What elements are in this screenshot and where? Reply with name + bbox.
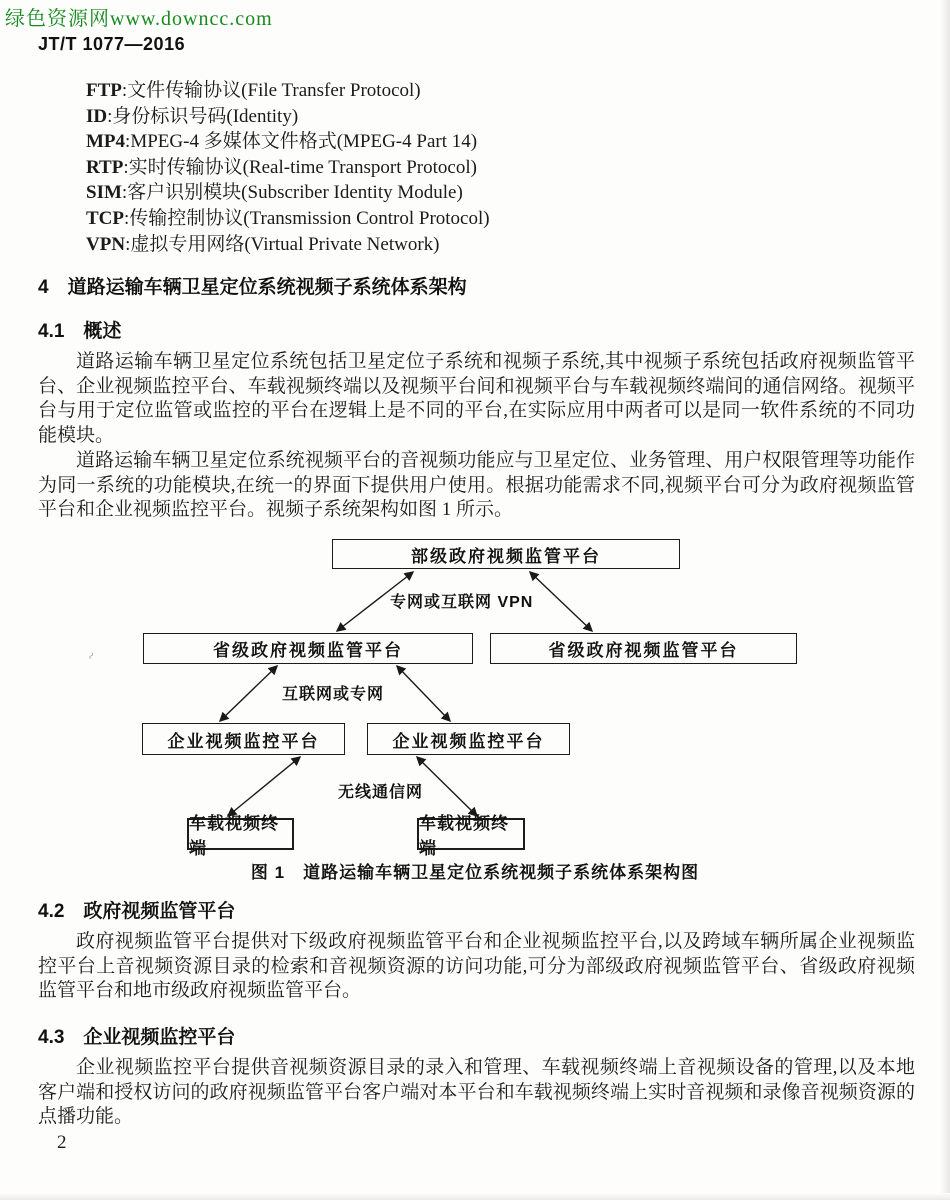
abbreviation-item: [86, 232, 490, 258]
abbreviation-term: RTP: [86, 156, 124, 178]
node-ministry-platform: 部级政府视频监管平台: [332, 539, 680, 569]
abbreviation-list: [86, 78, 490, 257]
section-4-2-paragraph: 政府视频监管平台提供对下级政府视频监管平台和企业视频监控平台,以及跨域车辆所属企业视频监控平台上音视频资源目录的检索和音视频资源的访问功能,可分为部级政府视频监管平台、省级政府视频监管平台和地市级政府视频监管平台。: [38, 931, 915, 1002]
node-enterprise-platform-left: 企业视频监控平台: [142, 723, 345, 755]
abbreviation-item: [86, 180, 490, 206]
section-4-1-paragraph-1: 道路运输车辆卫星定位系统包括卫星定位子系统和视频子系统,其中视频子系统包括政府视频监管平台、企业视频监控平台、车载视频终端以及视频平台间和视频平台与车载视频终端间的通信网络。视频平台与用于定位监管或监控的平台在逻辑上是不同的平台,在实际应用中两者可以是同一软件系统的不同功能模块。: [38, 351, 915, 446]
abbreviation-item: [86, 129, 490, 155]
abbreviation-term: SIM: [86, 182, 122, 204]
link-label-vpn: 专网或互联网 VPN: [390, 594, 534, 611]
abbreviation-definition: :客户识别模块(Subscriber Identity Module): [121, 182, 463, 204]
node-province-platform-left: 省级政府视频监管平台: [143, 633, 473, 664]
abbreviation-definition: :MPEG-4 多媒体文件格式(MPEG-4 Part 14): [125, 131, 478, 153]
abbreviation-item: [86, 206, 490, 232]
page-number: 2: [57, 1132, 67, 1153]
abbreviation-term: TCP: [86, 207, 124, 229]
abbreviation-item: [86, 78, 490, 104]
scan-edge-right: [940, 0, 950, 1200]
arrow-ministry-province-right: [530, 572, 592, 631]
abbreviation-definition: :传输控制协议(Transmission Control Protocol): [124, 207, 490, 229]
section-4-2-heading: 4.2 政府视频监管平台: [38, 901, 236, 922]
scan-artifact: ~: [82, 648, 100, 663]
node-province-platform-right: 省级政府视频监管平台: [490, 633, 797, 664]
section-4-3-heading: 4.3 企业视频监控平台: [38, 1027, 236, 1048]
abbreviation-term: ID: [86, 105, 108, 127]
abbreviation-term: FTP: [86, 80, 122, 101]
abbreviation-item: [86, 104, 490, 130]
link-label-wireless: 无线通信网: [338, 784, 424, 801]
arrow-province-enterprise-right: [397, 666, 450, 721]
abbreviation-definition: :实时传输协议(Real-time Transport Protocol): [123, 156, 477, 178]
figure-1-caption: 图 1 道路运输车辆卫星定位系统视频子系统体系架构图: [250, 863, 700, 882]
section-4-1-heading: 4.1 概述: [38, 321, 122, 342]
scan-edge-bottom: [0, 1193, 950, 1200]
abbreviation-term: MP4: [86, 131, 126, 153]
site-watermark: 绿色资源网www.downcc.com: [5, 8, 273, 30]
abbreviation-definition: :虚拟专用网络(Virtual Private Network): [125, 233, 440, 255]
section-4-heading: 4 道路运输车辆卫星定位系统视频子系统体系架构: [38, 277, 467, 298]
arrow-province-enterprise-left: [220, 666, 277, 721]
abbreviation-term: VPN: [86, 233, 126, 255]
abbreviation-item: [86, 155, 490, 181]
arrow-enterprise-vehicle-right: [417, 757, 477, 816]
link-label-internet: 互联网或专网: [282, 686, 385, 703]
figure-1-diagram: [0, 532, 950, 884]
node-vehicle-terminal-left: 车载视频终端: [187, 818, 294, 850]
standard-number: JT/T 1077—2016: [38, 34, 186, 54]
arrow-enterprise-vehicle-left: [228, 757, 300, 816]
abbreviation-definition: :身份标识号码(Identity): [107, 105, 299, 127]
abbreviation-definition: :文件传输协议(File Transfer Protocol): [121, 80, 421, 101]
section-4-3-paragraph: 企业视频监控平台提供音视频资源目录的录入和管理、车载视频终端上音视频设备的管理,以及本地客户端和授权访问的政府视频监管平台客户端对本平台和车载视频终端上实时音视频和录像音视频资源的点播功能。: [38, 1057, 915, 1128]
section-4-1-paragraph-2: 道路运输车辆卫星定位系统视频平台的音视频功能应与卫星定位、业务管理、用户权限管理等功能作为同一系统的功能模块,在统一的界面下提供用户使用。根据功能需求不同,视频平台可分为政府视频监管平台和企业视频监控平台。视频子系统架构如图 1 所示。: [38, 450, 915, 521]
node-enterprise-platform-right: 企业视频监控平台: [367, 723, 570, 755]
node-vehicle-terminal-right: 车载视频终端: [417, 818, 525, 850]
